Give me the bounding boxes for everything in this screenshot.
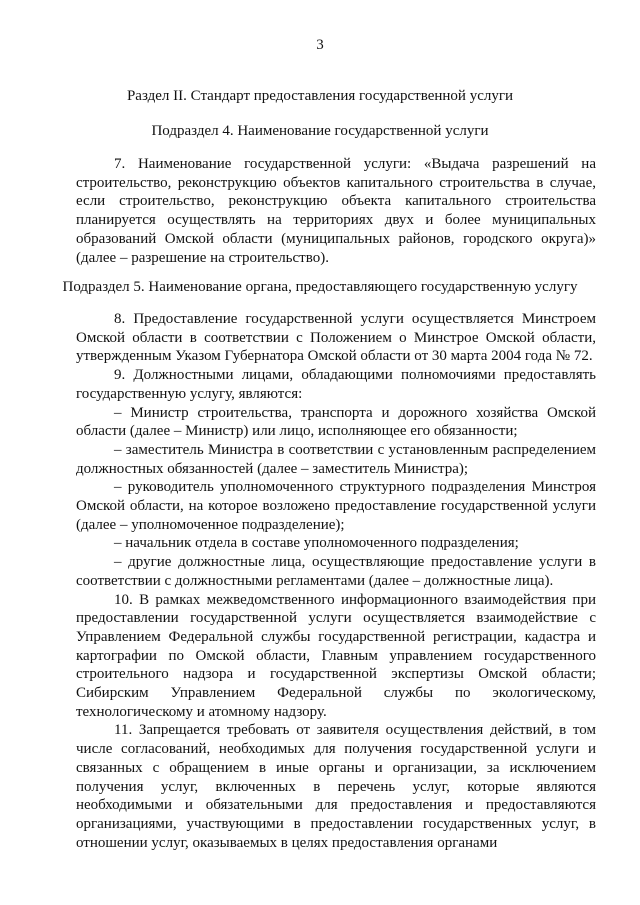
list-item-minister: – Министр строительства, транспорта и дорожного хозяйства Омской области (далее – Министр) или лицо, исполняющее его обязанности; — [76, 404, 596, 440]
paragraph-11: 11. Запрещается требовать от заявителя осуществления действий, в том числе согласований, необходимых для получения государственной услуги и связанных с обращением в иные органы и организации, за исключением получения услуг, включенных в перечень услуг, которые являются необходимыми и обязательными для предоставления и предоставляются организациями, участвующими в предоставлении государственных услуг, в отношении услуг, оказываемых в целях предоставления органами — [76, 722, 596, 851]
subsection-4-title: Подраздел 4. Наименование государственной услуги — [151, 123, 489, 139]
section-title: Раздел II. Стандарт предоставления государственной услуги — [126, 88, 514, 104]
paragraph-10: 10. В рамках межведомственного информационного взаимодействия при предоставлении государственной услуги осуществляется взаимодействие с Управлением Федеральной службы государственной регистрации, кадастра и картографии по Омской области, Главным управлением государственного строительного надзора и государственной экспертизы Омской области; Сибирским Управлением Федеральной службы по экологическому, технологическому и атомному надзору. — [76, 591, 596, 720]
list-item-deputy-minister: – заместитель Министра в соответствии с установленным распределением должностных обязанностей (далее – заместитель Министра); — [76, 441, 596, 477]
list-item-other-officials: – другие должностные лица, осуществляющие предоставление услуги в соответствии с должностными регламентами (далее – должностные лица). — [76, 554, 596, 589]
page-number: 3 — [316, 37, 324, 53]
paragraph-7-block — [76, 155, 596, 267]
list-item-division-head: – руководитель уполномоченного структурного подразделения Минстроя Омской области, на которое возложено предоставление государственной услуги (далее – уполномоченное подразделение); — [76, 479, 596, 533]
paragraph-9: 9. Должностными лицами, обладающими полномочиями предоставлять государственную услугу, являются: — [76, 367, 596, 402]
subsection-5-title: Подраздел 5. Наименование органа, предоставляющего государственную услугу — [62, 279, 578, 295]
list-item-department-head: – начальник отдела в составе уполномоченного подразделения; — [114, 535, 519, 552]
paragraph-8: 8. Предоставление государственной услуги осуществляется Минстроем Омской области в соответствии с Положением о Минстрое Омской области, утвержденным Указом Губернатора Омской области от 30 марта 2004 года № 72. — [76, 311, 596, 365]
body-text-block — [76, 310, 596, 852]
paragraph-7: 7. Наименование государственной услуги: «Выдача разрешений на строительство, реконструкцию объектов капитального строительства в случае, если строительство, реконструкцию объекта капитального строительства планируется осуществлять на территориях двух и более муниципальных образований Омской области (муниципальных районов, городского округа)» (далее – разрешение на строительство). — [76, 156, 596, 266]
